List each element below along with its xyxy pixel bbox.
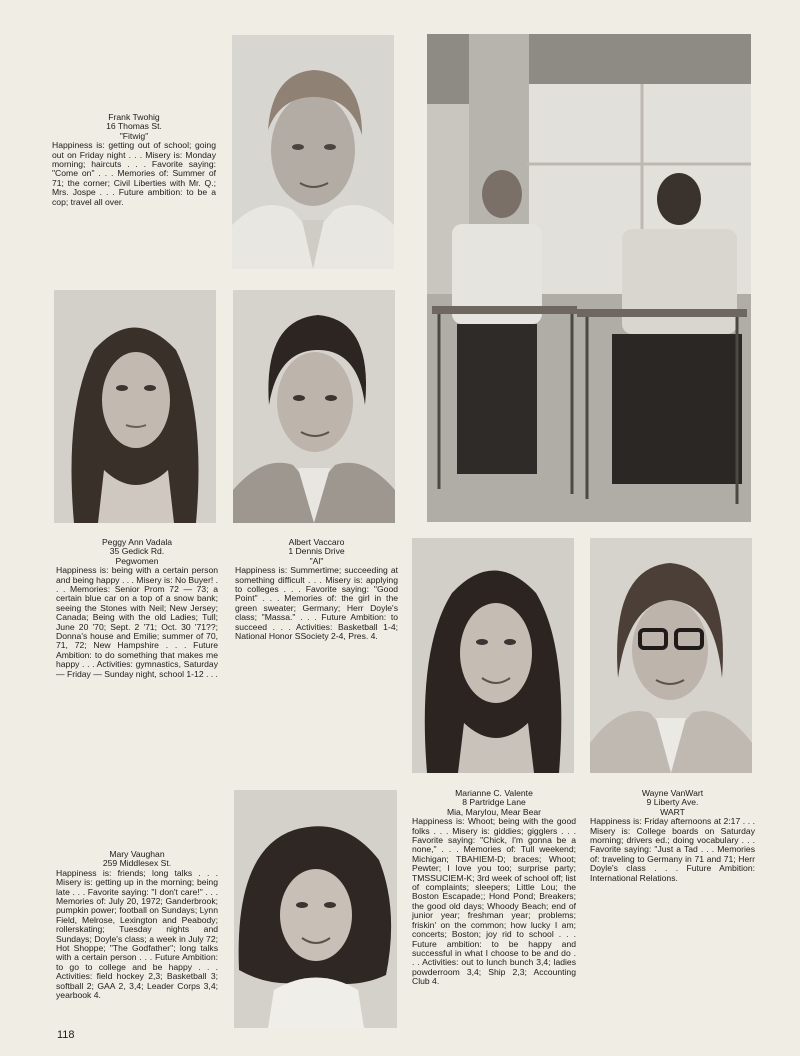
student-bio: Happiness is: being with a certain person and being happy . . . Misery is: No Buyer! . . . Memories: Senior Prom 72 — 73; a certain blue car on a top of a snow bank; seeing the Stones with Neil; New Jersey; Canada; Being with the old Ladies; Tull; June 20 '70; Sept. 2 '71; Oct. 30 '71??; Donna's house and Emilie; summer of 70, 71, 72; New Hampshire . . . Future Ambition: to do something that makes me happy . . . Activities: gymnastics, Saturday — Friday — Sunday night, school 1-12 . . . xyxy=(56,565,218,679)
student-bio: Happiness is: Friday afternoons at 2:17 . . . Misery is: College boards on Saturday morning; drivers ed.; doing vocabulary . . . Favorite saying: "Just a Tad . . . Memories of: traveling to Germany in 71 and 71; Herr Doyle's class . . . Future Ambition: International Relations. xyxy=(590,816,755,883)
student-nickname: "Al" xyxy=(309,555,324,566)
student-bio: Happiness is: Whoot; being with the good folks . . . Misery is: giddies; gigglers . . . Favorite saying: "Chick, I'm gonna be a none," . . . Memories of: Tull weekend; Michigan; TBAHIEM-D; braces; Whoot; Pewter; I love you too; surprise party; TMSSUCIEM-K; 3rd week of school off; list of complaints; sleepers; Little Lou; the Boston Escapade;; Hond Pond; Breakers; the good old days; Whoody Beach; end of junior year; freshman year; problems; friskin' on the common; how lucky I am; concerts; Boston; joy rid to school . . . Future ambition: to be happy and successful in what I choose to be and do . . . Activities: out to lunch bunch 3,4; ladies powderroom 3,4; Ship 2,3; Accounting Club 4. xyxy=(412,816,576,987)
bio-peggy-ann-vadala xyxy=(56,538,218,679)
bio-albert-vaccaro xyxy=(235,538,398,641)
student-nickname: Mia, Marylou, Mear Bear xyxy=(446,806,542,817)
student-bio: Happiness is: Summertime; succeeding at something difficult . . . Misery is: applying to colleges . . . Favorite saying: "Good Point" . . . Memories of: the girl in the green sweater; Germany; Herr Doyle's class; "Massa." . . . Future Ambition: to succeed . . . Activities: Basketball 1-4; National Honor SSociety 2-4, Pres. 4. xyxy=(235,565,398,642)
student-nickname: Pegwomen xyxy=(115,555,159,566)
student-nickname: "Fitwig" xyxy=(119,130,149,141)
student-bio: Happiness is: friends; long talks . . . Misery is: getting up in the morning; being late . . . Favorite saying: "I don't care!" . . . Memories of: July 20, 1972; Ganderbrook; pumpkin power; football on Sundays; Lynn Field, Melrose, Lexington and Peabody; rollerskating; Tuesday nights and Sundays; Doyle's class; a week in July 72; Hot Shoppe; "The Godfather"; long talks with a certain person . . . Future Ambition: to go to college and be happy . . . Activities: field hockey 2,3; Basketball 3; softball 2; GAA 2, 3,4; Leader Corps 3,4; yearbook 4. xyxy=(56,867,218,1001)
portrait-mary-vaughan xyxy=(234,790,397,1028)
student-address: 8 Partridge Lane xyxy=(462,797,526,808)
bio-marianne-c-valente xyxy=(412,789,576,987)
student-name: Frank Twohig xyxy=(108,112,160,122)
page-number: 118 xyxy=(57,1029,75,1041)
portrait-frank-twohig xyxy=(232,35,394,269)
student-nickname: WART xyxy=(660,806,685,817)
portrait-wayne-vanwart xyxy=(590,538,752,773)
student-name: Albert Vaccaro xyxy=(288,537,345,547)
student-name: Peggy Ann Vadala xyxy=(101,537,173,547)
portrait-marianne-c-valente xyxy=(412,538,574,773)
portrait-albert-vaccaro xyxy=(233,290,395,523)
student-address: 35 Gedick Rd. xyxy=(109,546,165,557)
student-name: Wayne VanWart xyxy=(641,788,704,798)
student-address: 9 Liberty Ave. xyxy=(646,797,699,808)
student-address: 1 Dennis Drive xyxy=(288,546,345,557)
student-bio: Happiness is: getting out of school; going out on Friday night . . . Misery is: Monday morning; haircuts . . . Favorite saying: "Come on" . . . Memories of: Summer of 71; the corner; Civil Liberties with Mr. Q.; Mrs. Jospe . . . Future ambition: to be a cop; travel all over. xyxy=(52,140,216,207)
bio-wayne-vanwart xyxy=(590,789,755,883)
student-name: Mary Vaughan xyxy=(109,849,165,859)
bio-mary-vaughan xyxy=(56,850,218,1001)
portrait-peggy-ann-vadala xyxy=(54,290,216,523)
student-name: Marianne C. Valente xyxy=(455,788,533,798)
student-address: 16 Thomas St. xyxy=(106,121,162,132)
student-address: 259 Middlesex St. xyxy=(102,858,172,869)
classroom-candid-photo xyxy=(427,34,751,522)
bio-frank-twohig xyxy=(52,113,216,207)
